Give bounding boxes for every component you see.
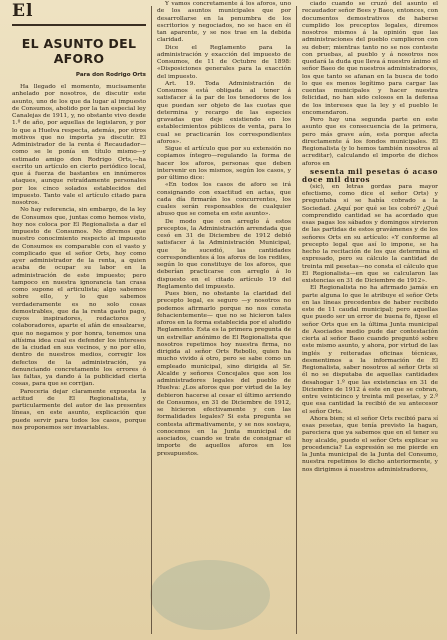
paragraph: El Regionalista no ha afirmado jamás en parte alguna lo que le atribuye el señor Orts en las líneas precedentes de haber recibido este de 11 caudal municipal; pero aquellas que puedo ser un error de buena fe, fijese el señor Orts que en la última Junta municipal de Asociados medio pude dar contestación cierta al señor Baeo cuando preguntó sobre este mismo asunto, y ahora, por virtud de las inglés y reiteradas oficinas técnicas, desmentimos a la información de El Regionalista, saber nosotros al señor Orts si él no se disputaba de aquellas cantidades desahogar 1.º que las existencias en 31 de Diciembre de 1912 á este en que se cobran, entre veinticinco y treinta mil pesetas, y 2.º que esa cantidad la recibió de su antecesor el señor Orts.	[302, 285, 438, 415]
paragraph: Ha llegado el momento, mucisamente anhelado por nosotros, de discutir este asunto, uno de los que da lugar al impuesto de Consumos, abolido por la tan especial ley Canalejas de 1911, y, no obstante vivo desde 1.º de año, por aquellas de legislaron, y por lo que a Huelva respecta, además, por otros motivos que no importa ya discutir. El Administrador de la renta é Recaudador—como se le ponía en título mismo—y estimado amigo don Rodrigo Orts,—ha escrito un artículo en cierto periódico local, que á fuerza de bastantes en innúmeros ataques, aunque retraídamente personales por los cinco solados establecidos del impuesto. Tanto vale el artículo citado para nosotros.	[12, 84, 146, 206]
emphasis-text: sesenta mil pesetas ó acaso doce mil duros	[302, 166, 438, 184]
masthead: El	[12, 0, 146, 26]
column-rule	[151, 6, 152, 634]
paragraph: Art. 19. Toda Administración de Consumos está obligada al tener á satisfacer á la par de los tenedores de los que puedan ser objeto de las cuotas que determina y recargo de las especies gravadas que deje existiendo en los establecimientos públicos de venta, para lo cual se practicarán los correspondientes aforos».	[157, 80, 291, 145]
headline: EL ASUNTO DEL AFORO	[21, 36, 137, 66]
paragraph: Pareceria dejar claramente expuesta la actitud de El Regionalista, y particularmente del autor de las presentes líneas, en este asunto, explicación que puede servir para todos los casos, porque nos proponemos ser invariables.	[12, 388, 146, 431]
paragraph: ciado cuando se cruzó del asunto el recaudador señor Bees y Baeo, entonces, con documentos demostrativos de haberse cumplido los preceptos legales, diremos nosotros mismos á la opinión que las administraciones del pueblo cumplieron con su deber; mientras tanto no se nos conteste con pruebas, al pueblo y á nosotros nos quedará la duda que lleva á nuestro ánimo el señor Baeo de que nuestros administradores, los que tanto se afanan en la busca de todo lo que es menos legítimo para cargar las cuentas municipales y hacer nuestra felicidad, no han sido celosos en la defensa de los intereses que la ley y el pueblo le encomendaron.	[302, 1, 438, 116]
article-text	[12, 84, 146, 432]
article-text	[302, 1, 438, 474]
water-stain	[150, 560, 270, 630]
paragraph: «En todos los casos de aforo se irá consignando con exactitud en actas, que cada día firmarán los concurrentes, los cuales serán responsables de cualquier abuso que se cometa en este asunto».	[157, 182, 291, 218]
column-1	[12, 0, 146, 432]
paragraph: Ahora bien; si el señor Orts recibió para sí esas pesetas, que tenía previsto la hagan, pareciera que ya sabemos que en el tener su hoy alcalde, puedo el señor Orts explicar su procedencia? La expresión se me pierde en la Junta municipal de la Junta del Consumo, nuestra repetimos lo dicho anteriormente, y nos dirigimos á nuestros administradores,	[302, 415, 438, 473]
column-rule	[296, 6, 297, 634]
paragraph: Y vamos concretamente á los aforos, uno de los asuntos municipales que por desarrollarse en la penumbra de los escritorios y negociados, no se hace en él tan aparente, y se nos trae en la debida claridad.	[157, 1, 291, 44]
paragraph: Dice el Reglamento para la administración y exacción del impuesto de Consumos, de 11 de Octubre de 1898: «Disposiciones generales para la exacción del impuesto.	[157, 44, 291, 80]
paragraph: Pues bien, no obstante la claridad del precepto legal, es seguro —y nosotros no podemos afirmarlo porque no nos consta fehacientemente— que no se hicieron tales aforos en la forma establecida por el aludido Reglamento. Esta es la primera pregunta de un estrellar anónimo de El Regionalista que nosotros repetimos hoy nuestra firma, no dirigida al señor Orts Rebollo, quien ha mucho vivido á otro, pero se sabe como un empleado municipal, sino dirigida al Sr. Alcalde y señores Concejales que son los administradores legales del pueblo de Huelva: ¿Los aforos que por virtud de la ley debieron hacerse al cesar el último arriendo de Consumos, en 31 de Diciembre de 1912, se hicieron efectivamente y con las formalidades legales? Si esta pregunta se contesta afirmativamente, y se nos sostaya, conocemos en la Junta municipal de asociados, cuando se trate de consignar el importe de aquellos aforos en los presupuestos.	[157, 291, 291, 457]
paragraph: Sigue el artículo que por su extensión no copiamos íntegro—regulando la forma de hacer los aforos, personas que deben intervenir en los mismos, según los casos, y por último dice:	[157, 146, 291, 181]
column-2	[157, 0, 291, 458]
byline: Para don Rodrigo Orts	[75, 72, 146, 78]
paragraph: De modo que con arreglo á estos preceptos, la Administración arrendada que cesó en 31 de Diciembre de 1912 debió satisfacer á la Administración Municipal, que le sucedió, las cantidades correspondientes á los aforos de los rediles, según lo que constituye de los aforos, que deberían practicarse con arreglo á lo dispuesto en el citado artículo 19 del Reglamento del impuesto.	[157, 218, 291, 290]
paragraph: (sic), en letras gordas para mayor efectismo, como dice el señor Orts) y preguntaba si se había cobrado a la Sociedad. ¿Aquí por qué se les cobró? ¿Qué comprendido cantidad se ha acordado que esas pagas los sábados y domingos sirvieron de las partidas de estos gravámenes y de los señores Orts en su artículo: «Y conforme al precepto legal que así lo impone, se ha hecho la recitación de los que determina el expresado, pero su cálculo la cantidad de treinta mil pesetas—no consta el cálculo que El Regionalista—en que se calcularon las existencias en 31 de Diciembre de 1912».	[302, 183, 438, 284]
paragraph: No hay referencia, sin embargo, de la ley de Consumos que, juntas como hemos visto, hoy nos coloca por El Regionalista a dar el impuesto de Consumos. No diremos que nuestro conocimiento respecto al impuesto de Consumos es comparable con el vasto y complicado que el señor Orts, hoy como ayer administrador de la renta, a quien acaba de ocupar su labor en la administración de este impuesto; pero tampoco en nuestra ignorancia tan crasa como supone el articulista; algo sabemos sobre ello, y lo que sabemos verdaderamente es no solo cosas demostrables, que da la renta gasto pago, cuyos inspiradores, redactores y colaboradores, aparte el afán de ensalzarse, que no negamos y por honra, tenemos una altísima idea cual es defender los intereses de la ciudad en sus vecinos, y no por ello, dentro de nuestros medios, corregir los defectos de la administración, ya denunciando concretamente los errores ó las faltas, ya dando á la publicidad cierta cosas, para que se corrijan.	[12, 207, 146, 388]
paragraph: Pero hay una segunda parte en este asunto que es consecuencia de la primera, pero más grave aún, esta porque afecta directamente á los fondos municipales. El Regionalista (y lo hemos también nosotros al acreditar), calculando el importe de dichos aforos en	[302, 117, 438, 167]
article-text	[157, 1, 291, 458]
column-3	[302, 0, 438, 474]
